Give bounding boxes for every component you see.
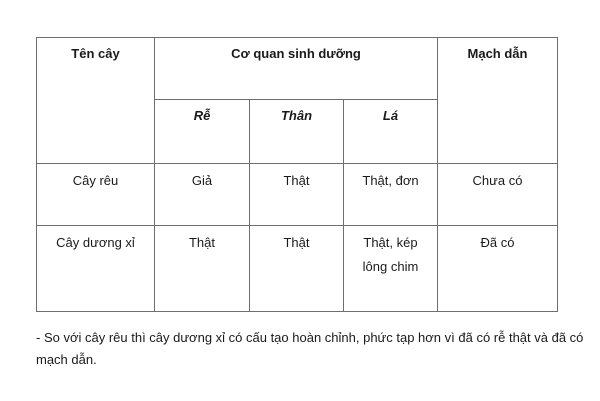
cell-vascular: Đã có xyxy=(438,226,558,312)
cell-root: Thật xyxy=(155,226,250,312)
cell-stem: Thật xyxy=(250,226,344,312)
cell-plant-name: Cây dương xỉ xyxy=(37,226,155,312)
comparison-table xyxy=(36,37,558,312)
subheader-root: Rễ xyxy=(155,100,250,164)
cell-leaf: Thật, đơn xyxy=(344,164,438,226)
header-vegetative-organs: Cơ quan sinh dưỡng xyxy=(155,38,438,100)
header-plant-name: Tên cây xyxy=(37,38,155,164)
cell-vascular: Chưa có xyxy=(438,164,558,226)
header-row xyxy=(37,38,558,100)
cell-plant-name: Cây rêu xyxy=(37,164,155,226)
header-vascular: Mạch dẫn xyxy=(438,38,558,164)
comparison-note: - So với cây rêu thì cây dương xỉ có cấu tạo hoàn chỉnh, phức tạp hơn vì đã có rễ thật và đã có mạch dẫn. xyxy=(36,330,584,367)
cell-root: Giả xyxy=(155,164,250,226)
subheader-stem: Thân xyxy=(250,100,344,164)
subheader-leaf: Lá xyxy=(344,100,438,164)
cell-stem: Thật xyxy=(250,164,344,226)
table-row xyxy=(37,226,558,312)
table-row xyxy=(37,164,558,226)
cell-leaf-text: Thật, kép lông chim xyxy=(362,235,419,274)
cell-leaf xyxy=(344,226,438,312)
